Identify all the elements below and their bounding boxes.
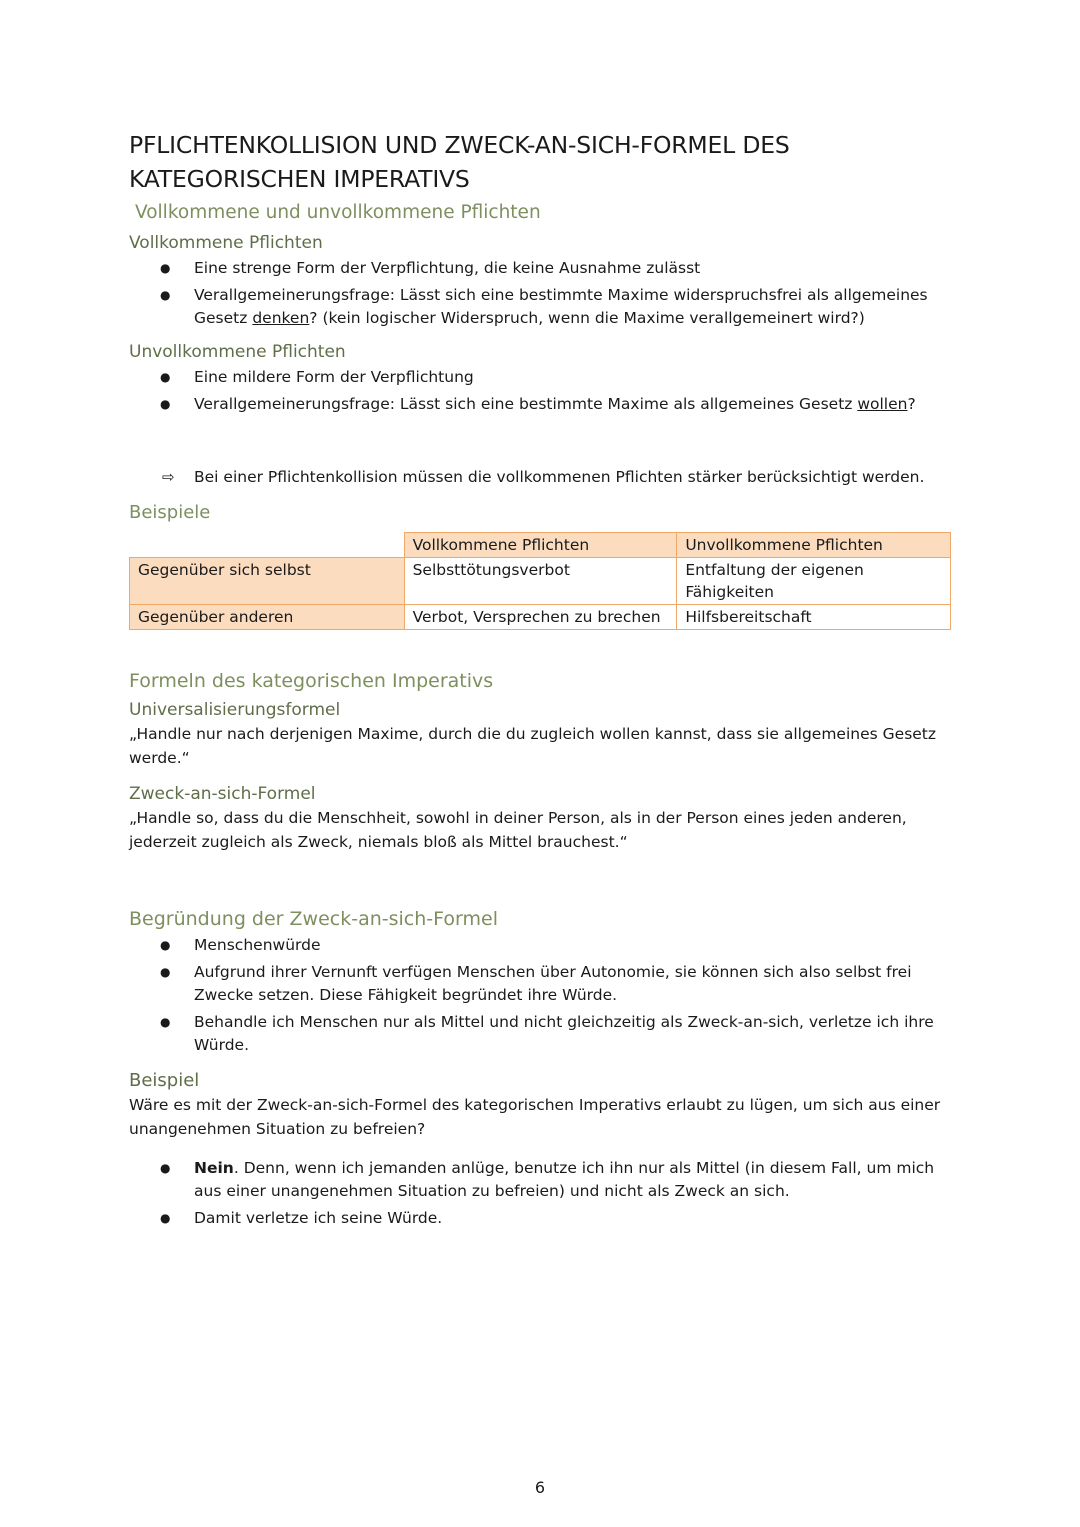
page-number: 6 — [534, 1478, 546, 1497]
table-cell: Hilfsbereitschaft — [677, 605, 951, 630]
list-item: ● Eine mildere Form der Verpflichtung — [129, 366, 951, 389]
table-row — [130, 558, 951, 605]
section-heading-formulas: Formeln des kategorischen Imperativs — [129, 670, 494, 692]
imperfect-duties-list — [129, 366, 951, 416]
list-item: ● Verallgemeinerungsfrage: Lässt sich eine bestimmte Maxime widerspruchsfrei als allgemeines Gesetz denken? (kein logischer Widerspruch, wenn die Maxime verallgemeinert wird?) — [129, 284, 951, 330]
arrow-right-icon: ⇨ — [162, 468, 175, 486]
subheading-imperfect-duties: Unvollkommene Pflichten — [129, 342, 346, 362]
list-item: ● Behandle ich Menschen nur als Mittel und nicht gleichzeitig als Zweck-an-sich, verletze ich ihre Würde. — [129, 1011, 951, 1057]
conclusion-line: ⇨ Bei einer Pflichtenkollision müssen die vollkommenen Pflichten stärker berücksichtigt werden. — [129, 465, 951, 489]
row-header: Gegenüber anderen — [130, 605, 405, 630]
example-question: Wäre es mit der Zweck-an-sich-Formel des kategorischen Imperativs erlaubt zu lügen, um sich aus einer unangenehmen Situation zu befreien? — [129, 1096, 941, 1138]
list-item: ● Nein. Denn, wenn ich jemanden anlüge, benutze ich ihn nur als Mittel (in diesem Fall, um mich aus einer unangenehmen Situation zu befreien) und nicht als Zweck an sich. — [129, 1157, 951, 1203]
list-item: ● Menschenwürde — [129, 934, 951, 957]
justification-list — [129, 934, 951, 1057]
underlined-word: wollen — [857, 395, 908, 413]
table-header-row — [130, 533, 951, 558]
column-header: Vollkommene Pflichten — [404, 533, 677, 558]
list-item: ● Eine strenge Form der Verpflichtung, die keine Ausnahme zulässt — [129, 257, 951, 280]
subheading-universal-formula: Universalisierungsformel — [129, 700, 341, 720]
table-cell: Selbsttötungsverbot — [404, 558, 677, 605]
table-cell: Entfaltung der eigenen Fähigkeiten — [677, 558, 951, 605]
list-item: ● Verallgemeinerungsfrage: Lässt sich eine bestimmte Maxime als allgemeines Gesetz wollen? — [129, 393, 951, 416]
subheading-perfect-duties: Vollkommene Pflichten — [129, 233, 323, 253]
subheading-end-formula: Zweck-an-sich-Formel — [129, 784, 316, 804]
table-cell: Verbot, Versprechen zu brechen — [404, 605, 677, 630]
examples-heading: Beispiele — [129, 502, 211, 523]
section-heading-justification: Begründung der Zweck-an-sich-Formel — [129, 908, 498, 930]
document-page — [129, 128, 951, 1234]
section-heading-duties: Vollkommene und unvollkommene Pflichten — [135, 202, 541, 223]
row-header: Gegenüber sich selbst — [130, 558, 405, 605]
answer-list — [129, 1157, 951, 1230]
table-row — [130, 605, 951, 630]
examples-table — [129, 532, 951, 630]
page-title: PFLICHTENKOLLISION UND ZWECK-AN-SICH-FORMEL DES KATEGORISCHEN IMPERATIVS — [129, 131, 790, 193]
perfect-duties-list — [129, 257, 951, 330]
list-item: ● Damit verletze ich seine Würde. — [129, 1207, 951, 1230]
example-heading: Beispiel — [129, 1070, 200, 1091]
end-formula-text: „Handle so, dass du die Menschheit, sowohl in deiner Person, als in der Person eines jeden anderen, jederzeit zugleich als Zweck, niemals bloß als Mittel brauchest.“ — [129, 809, 907, 851]
list-item: ● Aufgrund ihrer Vernunft verfügen Menschen über Autonomie, sie können sich also selbst frei Zwecke setzen. Diese Fähigkeit begründet ihre Würde. — [129, 961, 951, 1007]
column-header: Unvollkommene Pflichten — [677, 533, 951, 558]
underlined-word: denken — [252, 309, 310, 327]
universal-formula-text: „Handle nur nach derjenigen Maxime, durch die du zugleich wollen kannst, dass sie allgemeines Gesetz werde.“ — [129, 725, 937, 767]
